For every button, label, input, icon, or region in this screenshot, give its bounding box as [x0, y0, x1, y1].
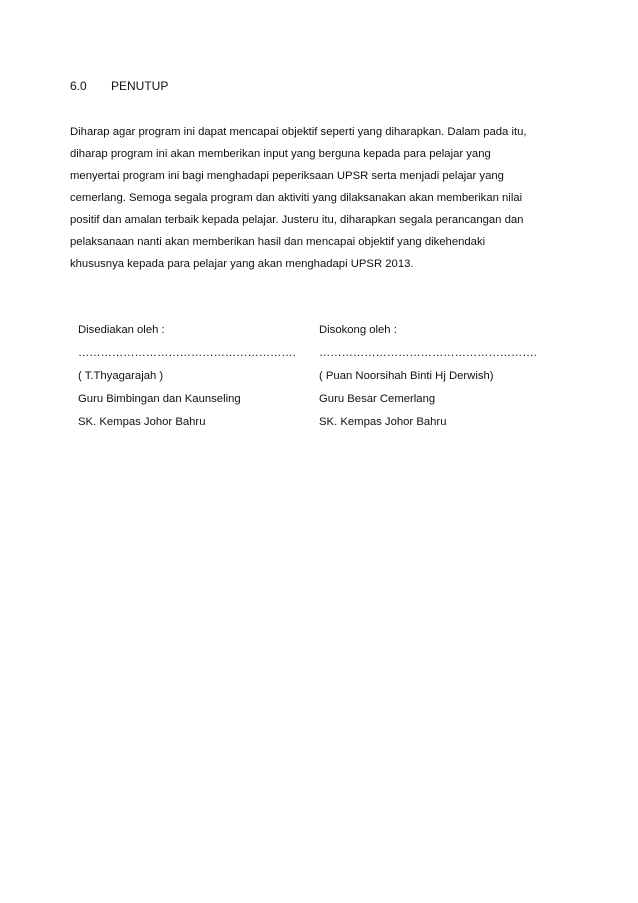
- paragraph-line: cemerlang. Semoga segala program dan aktiviti yang dilaksanakan akan memberikan nilai: [70, 192, 523, 204]
- paragraph-line: khususnya kepada para pelajar yang akan menghadapi UPSR 2013.: [70, 258, 414, 270]
- paragraph-line: pelaksanaan nanti akan memberikan hasil dan mencapai objektif yang dikehendaki: [70, 236, 486, 248]
- endorsed-school: SK. Kempas Johor Bahru: [319, 416, 447, 428]
- closing-paragraph: [70, 121, 570, 275]
- endorsed-position: Guru Besar Cemerlang: [319, 393, 436, 405]
- prepared-school: SK. Kempas Johor Bahru: [78, 416, 206, 428]
- paragraph-line: diharap program ini akan memberikan input yang berguna kepada para pelajar yang: [70, 148, 491, 160]
- paragraph-line: positif dan amalan terbaik kepada pelajar. Justeru itu, diharapkan segala perancangan dan: [70, 214, 524, 226]
- prepared-position: Guru Bimbingan dan Kaunseling: [78, 393, 241, 405]
- endorsed-name: ( Puan Noorsihah Binti Hj Derwish): [319, 370, 494, 382]
- section-heading: [70, 78, 168, 94]
- prepared-signature-line: ………………………………………………….: [78, 347, 296, 359]
- prepared-name: ( T.Thyagarajah ): [78, 370, 164, 382]
- section-title: PENUTUP: [111, 79, 169, 93]
- section-number: 6.0: [70, 79, 87, 93]
- endorsed-signature-line: ………………………………………………….: [319, 347, 537, 359]
- signature-block-prepared: [78, 319, 296, 434]
- endorsed-by-label: Disokong oleh :: [319, 324, 397, 336]
- signature-block-endorsed: [319, 319, 537, 434]
- paragraph-line: Diharap agar program ini dapat mencapai objektif seperti yang diharapkan. Dalam pada itu,: [70, 126, 527, 138]
- prepared-by-label: Disediakan oleh :: [78, 324, 165, 336]
- paragraph-line: menyertai program ini bagi menghadapi peperiksaan UPSR serta menjadi pelajar yang: [70, 170, 504, 182]
